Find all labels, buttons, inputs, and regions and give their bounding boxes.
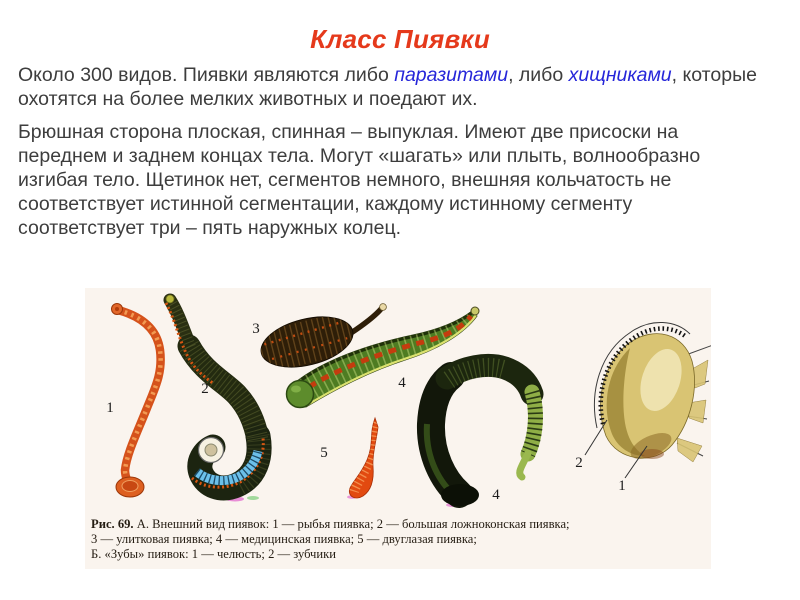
figure-label-1: 1 xyxy=(106,400,114,416)
figure-caption-line1 xyxy=(91,517,703,532)
figure-label-4b: 4 xyxy=(492,487,500,503)
paragraph-body-line: соответствует три – пять наружных колец. xyxy=(18,217,402,239)
figure-caption xyxy=(91,517,703,563)
intro-text-1: Около 300 видов. Пиявки являются либо xyxy=(18,64,395,86)
figure-label-jaw-1: 1 xyxy=(618,478,626,494)
leeches-illustration xyxy=(85,288,711,516)
leech-2-horse-leech xyxy=(166,295,263,502)
intro-text-2: , либо xyxy=(508,64,569,86)
figure-label-jaw-2: 2 xyxy=(575,455,583,471)
leech-1-fish-leech xyxy=(112,304,161,498)
figure-caption-line2: 3 — улитковая пиявка; 4 — медицинская пиявка; 5 — двуглазая пиявка; xyxy=(91,532,477,547)
figure-label-5: 5 xyxy=(320,445,328,461)
paragraph-body xyxy=(18,120,790,240)
leech-4-medicinal-leech-curled xyxy=(427,365,536,507)
intro-text-3: , которые xyxy=(671,64,757,86)
paragraph-intro-line2: охотятся на более мелких животных и поедают их. xyxy=(18,88,478,110)
link-parasites[interactable]: паразитами xyxy=(394,64,509,86)
figure-caption-line1-text: А. Внешний вид пиявок: 1 — рыбья пиявка; 2 — большая ложноконская пиявка; xyxy=(133,517,570,531)
figure-label-4: 4 xyxy=(398,375,406,391)
leech-jaw-diagram xyxy=(585,322,711,478)
figure-number: Рис. 69. xyxy=(91,517,134,531)
leech-5-two-eyed-leech xyxy=(347,418,378,499)
figure-label-2: 2 xyxy=(201,381,209,397)
paragraph-intro-line1 xyxy=(18,63,790,87)
figure-caption-line3: Б. «Зубы» пиявок: 1 — челюсть; 2 — зубчики xyxy=(91,547,336,562)
slide-title: Класс Пиявки xyxy=(310,24,490,54)
paragraph-intro xyxy=(18,63,790,111)
paragraph-body-line: Брюшная сторона плоская, спинная – выпуклая. Имеют две присоски на xyxy=(18,121,679,143)
link-predators[interactable]: хищниками xyxy=(568,64,672,86)
figure-image xyxy=(85,288,711,569)
figure-label-3: 3 xyxy=(252,321,260,337)
paragraph-body-line: изгибая тело. Щетинок нет, сегментов немного, внешняя кольчатость не xyxy=(18,169,672,191)
paragraph-body-line: переднем и заднем концах тела. Могут «шагать» или плыть, волнообразно xyxy=(18,145,701,167)
paragraph-body-line: соответствует истинной сегментации, каждому истинному сегменту xyxy=(18,193,633,215)
